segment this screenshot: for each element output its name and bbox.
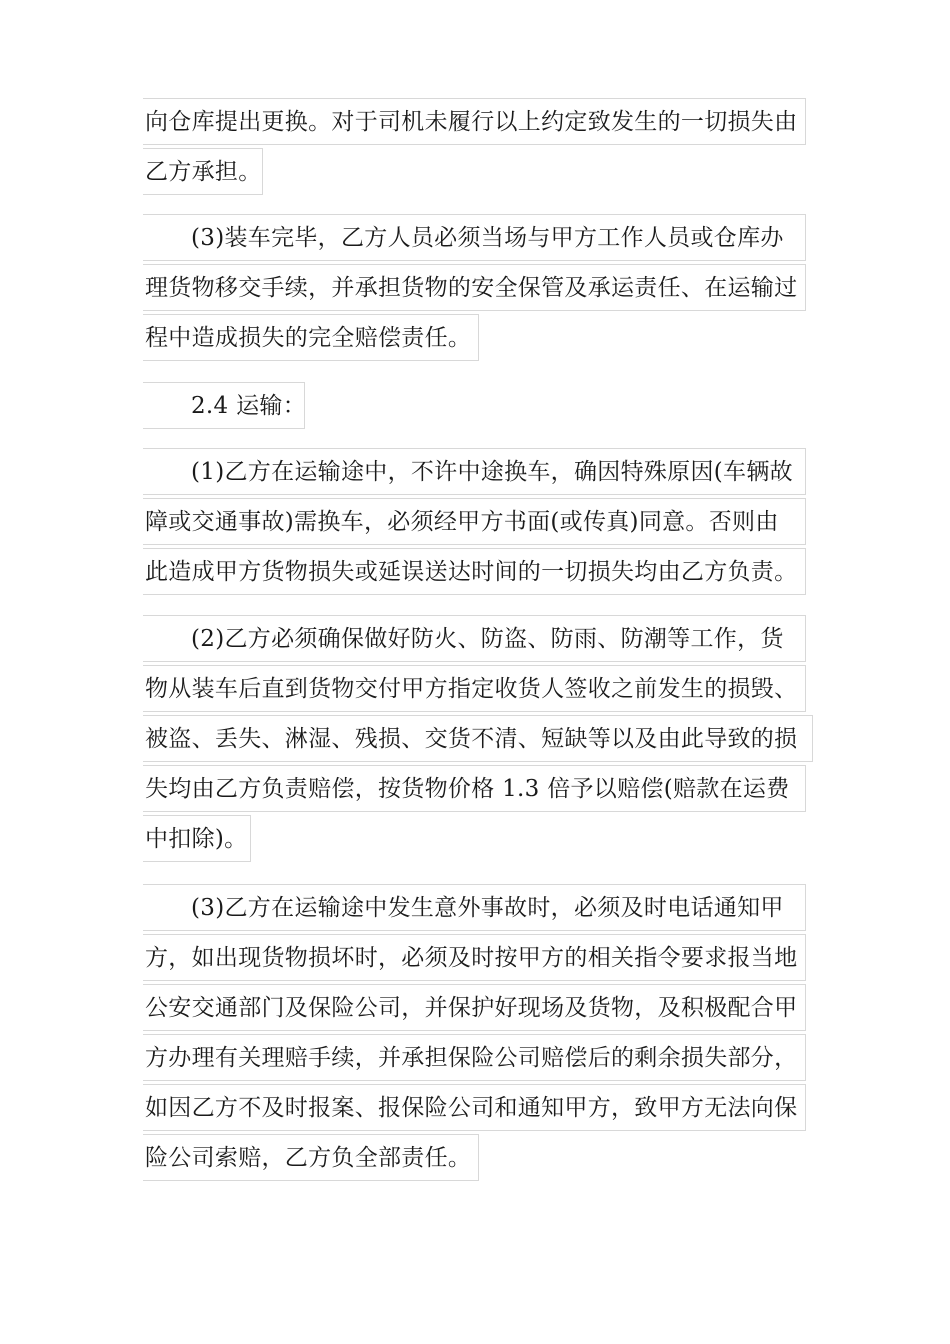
- text-line: (1)乙方在运输途中，不许中途换车，确因特殊原因(车辆故: [143, 448, 806, 495]
- text-line: 程中造成损失的完全赔偿责任。: [143, 314, 479, 361]
- text-line: (2)乙方必须确保做好防火、防盗、防雨、防潮等工作，货: [143, 615, 806, 662]
- text-line: 物从装车后直到货物交付甲方指定收货人签收之前发生的损毁、: [143, 665, 806, 712]
- paragraph-continuation: [143, 98, 806, 198]
- paragraph-loading-complete: [143, 214, 806, 364]
- text-line: 公安交通部门及保险公司，并保护好现场及货物，及积极配合甲: [143, 984, 806, 1031]
- text-line: 被盗、丢失、淋湿、残损、交货不清、短缺等以及由此导致的损: [143, 715, 813, 762]
- text-line: 乙方承担。: [143, 148, 263, 195]
- paragraph-vehicle-change: [143, 448, 806, 598]
- text-line: 理货物移交手续，并承担货物的安全保管及承运责任、在运输过: [143, 264, 806, 311]
- text-line: 障或交通事故)需换车，必须经甲方书面(或传真)同意。否则由: [143, 498, 806, 545]
- section-heading: 2.4 运输：: [143, 382, 305, 429]
- text-line: 此造成甲方货物损失或延误送达时间的一切损失均由乙方负责。: [143, 548, 806, 595]
- text-line: 险公司索赔，乙方负全部责任。: [143, 1134, 479, 1181]
- text-line: 方，如出现货物损坏时，必须及时按甲方的相关指令要求报当地: [143, 934, 806, 981]
- paragraph-accident-handling: [143, 884, 806, 1184]
- text-line: (3)乙方在运输途中发生意外事故时，必须及时电话通知甲: [143, 884, 806, 931]
- text-line: 向仓库提出更换。对于司机未履行以上约定致发生的一切损失由: [143, 98, 806, 145]
- text-line: 方办理有关理赔手续，并承担保险公司赔偿后的剩余损失部分，: [143, 1034, 806, 1081]
- text-line: (3)装车完毕，乙方人员必须当场与甲方工作人员或仓库办: [143, 214, 806, 261]
- paragraph-cargo-protection: [143, 615, 813, 865]
- section-heading-transport: [143, 382, 305, 432]
- text-line: 如因乙方不及时报案、报保险公司和通知甲方，致甲方无法向保: [143, 1084, 806, 1131]
- text-line: 中扣除)。: [143, 815, 251, 862]
- text-line: 失均由乙方负责赔偿，按货物价格 1.3 倍予以赔偿(赔款在运费: [143, 765, 806, 812]
